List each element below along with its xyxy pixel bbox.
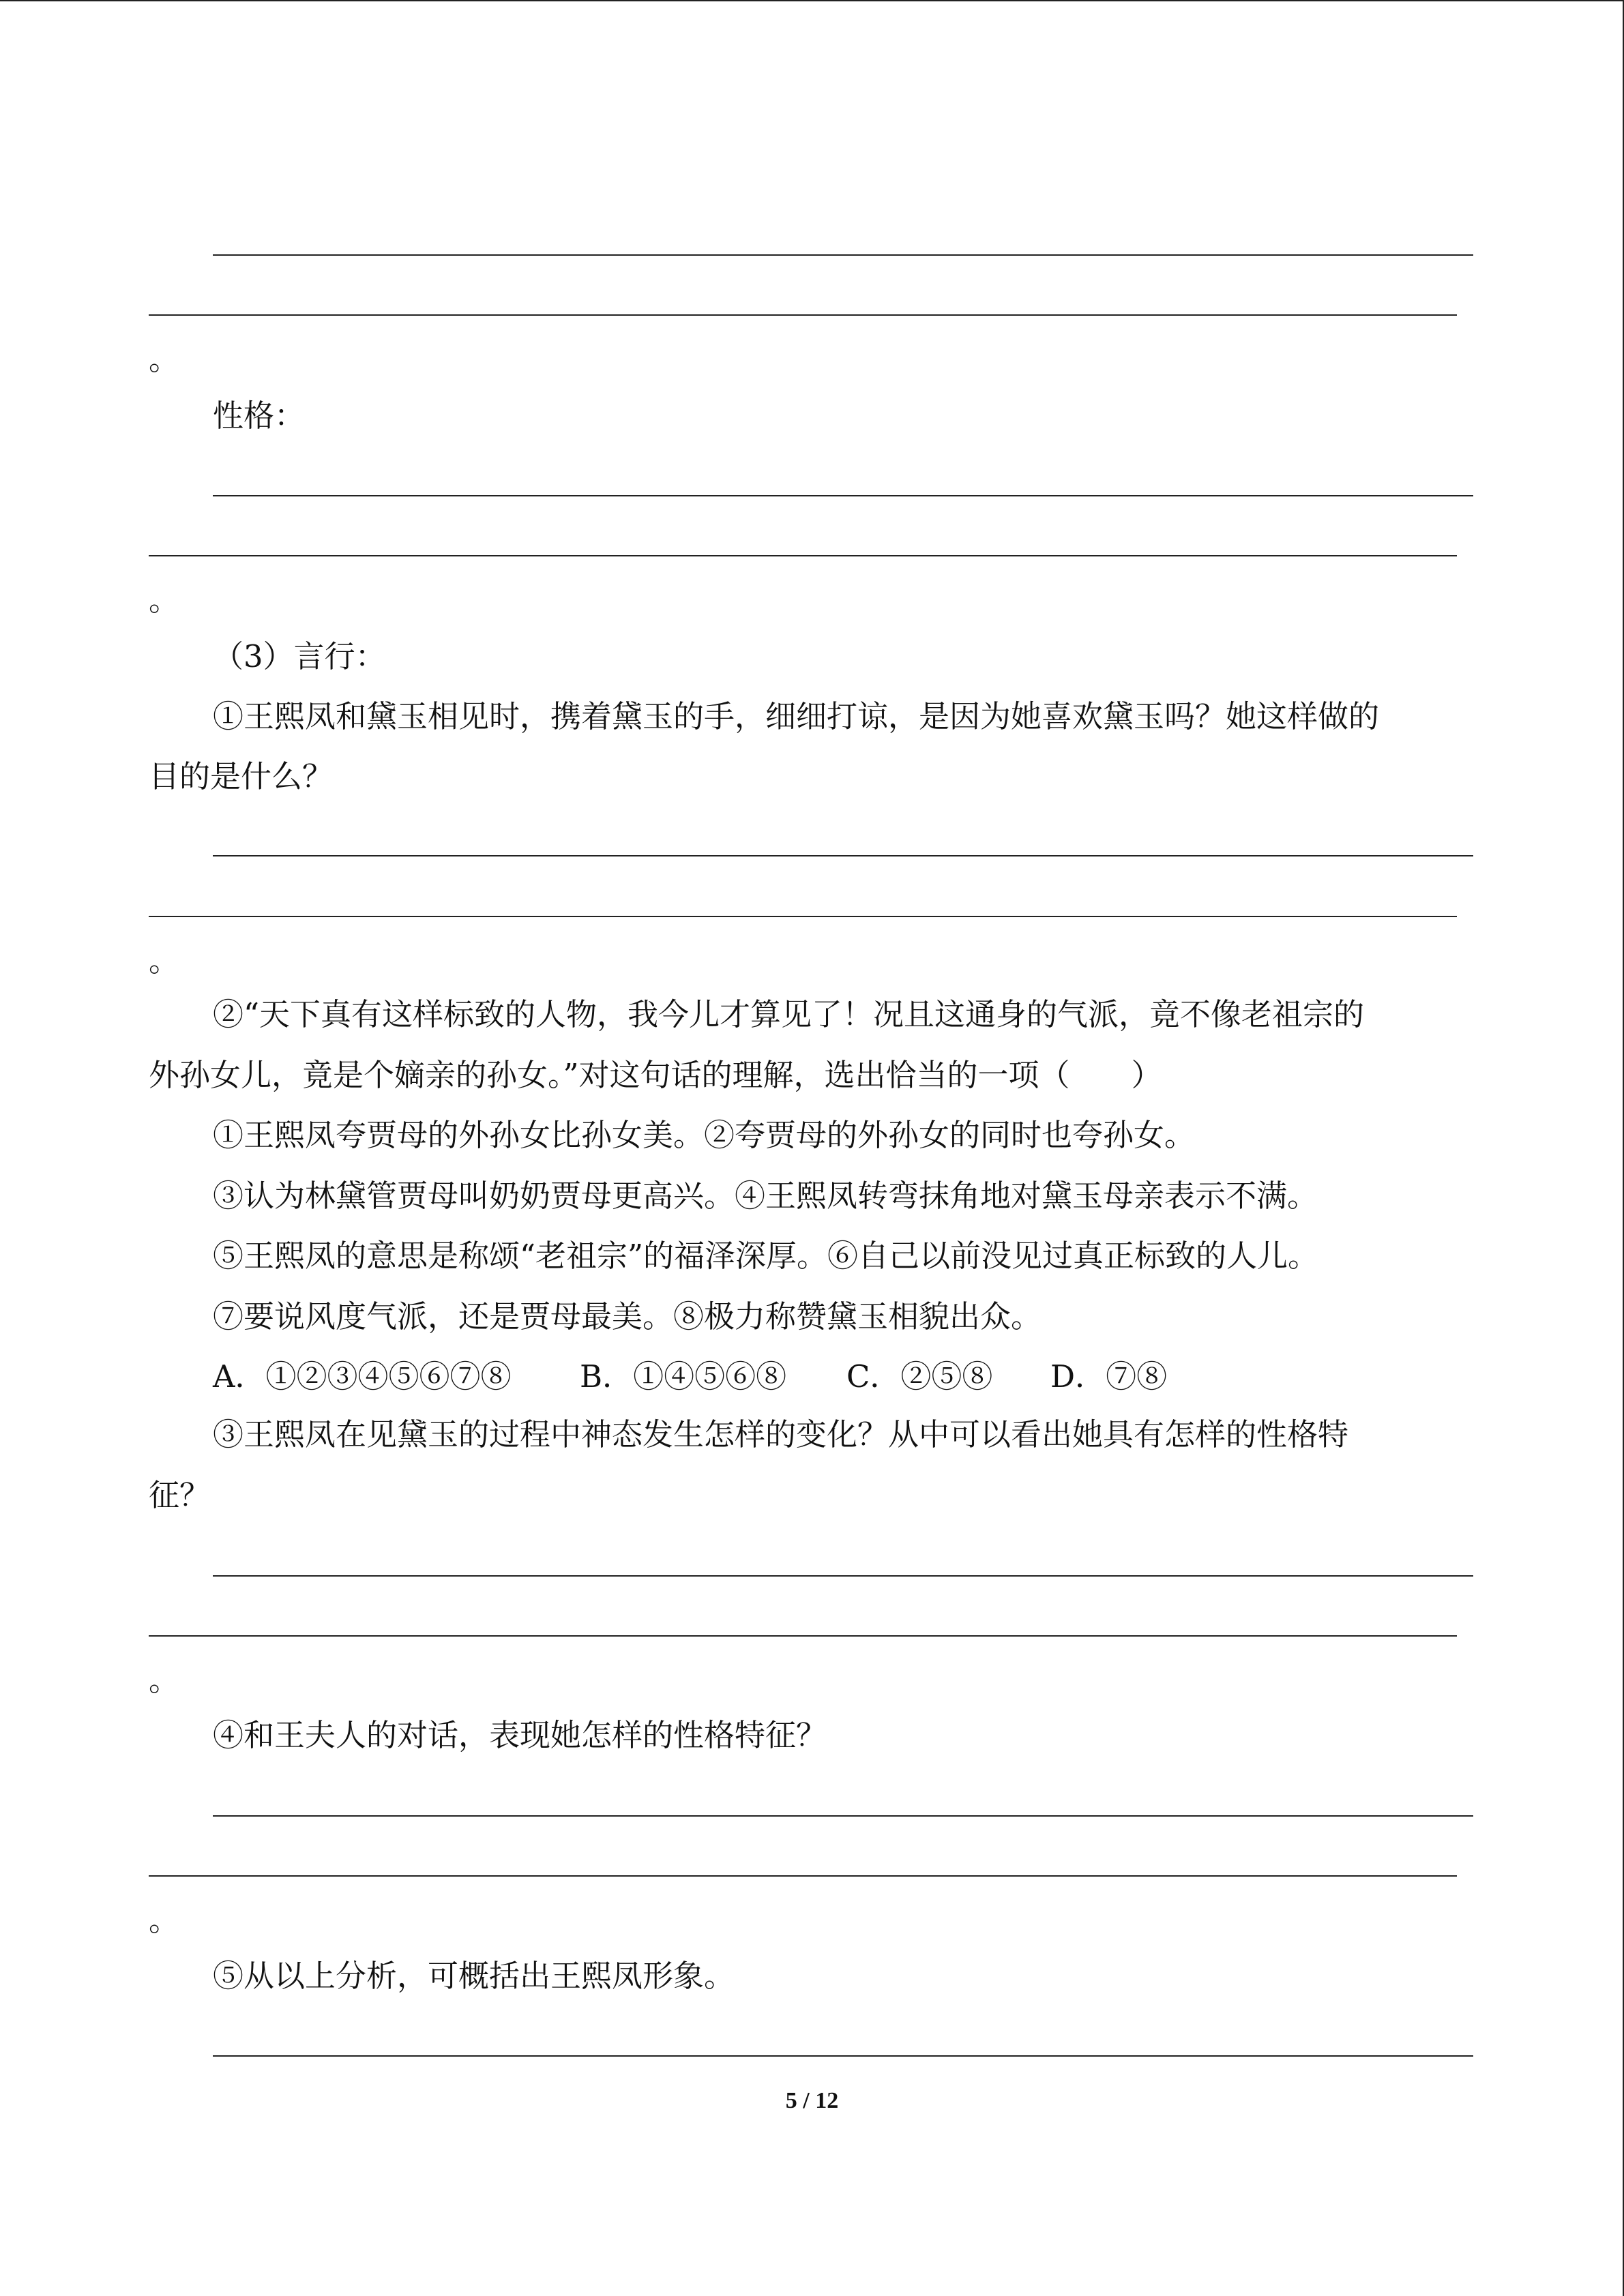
answer-line[interactable] xyxy=(213,495,1473,496)
option-d[interactable]: D．⑦⑧ xyxy=(1050,1358,1168,1395)
answer-line[interactable] xyxy=(213,254,1473,256)
answer-line[interactable] xyxy=(149,1875,1457,1877)
question-2-line1: ②“天下真有这样标致的人物，我今儿才算见了！况且这通身的气派，竟不像老祖宗的 xyxy=(213,996,1365,1032)
answer-line[interactable] xyxy=(213,2055,1473,2057)
end-mark: 。 xyxy=(149,942,180,979)
option-c[interactable]: C．②⑤⑧ xyxy=(846,1358,993,1395)
option-b[interactable]: B．①④⑤⑥⑧ xyxy=(580,1358,787,1395)
question-3-line2: 征？ xyxy=(149,1477,211,1513)
statement-line: ①王熙凤夸贾母的外孙女比孙女美。②夸贾母的外孙女的同时也夸孙女。 xyxy=(213,1117,1196,1153)
end-mark: 。 xyxy=(149,582,180,618)
answer-line[interactable] xyxy=(149,314,1457,316)
section-heading: （3）言行： xyxy=(213,638,386,674)
option-a[interactable]: A．①②③④⑤⑥⑦⑧ xyxy=(213,1358,512,1395)
question-1-line2: 目的是什么？ xyxy=(149,758,334,794)
question-4: ④和王夫人的对话，表现她怎样的性格特征？ xyxy=(213,1717,827,1753)
page-number: 5 / 12 xyxy=(785,2088,839,2113)
question-3-line1: ③王熙凤在见黛玉的过程中神态发生怎样的变化？从中可以看出她具有怎样的性格特 xyxy=(213,1416,1349,1452)
answer-line[interactable] xyxy=(149,916,1457,917)
statement-line: ⑦要说风度气派，还是贾母最美。⑧极力称赞黛玉相貌出众。 xyxy=(213,1298,1042,1335)
end-mark: 。 xyxy=(149,1662,180,1698)
end-mark: 。 xyxy=(149,341,180,377)
answer-line[interactable] xyxy=(213,1815,1473,1817)
question-2-line2: 外孙女儿，竟是个嫡亲的孙女。”对这句话的理解，选出恰当的一项（ ） xyxy=(149,1057,1162,1093)
end-mark: 。 xyxy=(149,1902,180,1938)
answer-line[interactable] xyxy=(149,555,1457,556)
question-5: ⑤从以上分析，可概括出王熙凤形象。 xyxy=(213,1958,735,1994)
statement-line: ③认为林黛管贾母叫奶奶贾母更高兴。④王熙凤转弯抹角地对黛玉母亲表示不满。 xyxy=(213,1178,1318,1214)
answer-line[interactable] xyxy=(149,1635,1457,1637)
answer-line[interactable] xyxy=(213,1575,1473,1577)
question-1-line1: ①王熙凤和黛玉相见时，携着黛玉的手，细细打谅，是因为她喜欢黛玉吗？她这样做的 xyxy=(213,698,1380,734)
answer-line[interactable] xyxy=(213,855,1473,856)
personality-label: 性格： xyxy=(213,398,306,434)
statement-line: ⑤王熙凤的意思是称颂“老祖宗”的福泽深厚。⑥自己以前没见过真正标致的人儿。 xyxy=(213,1238,1319,1274)
